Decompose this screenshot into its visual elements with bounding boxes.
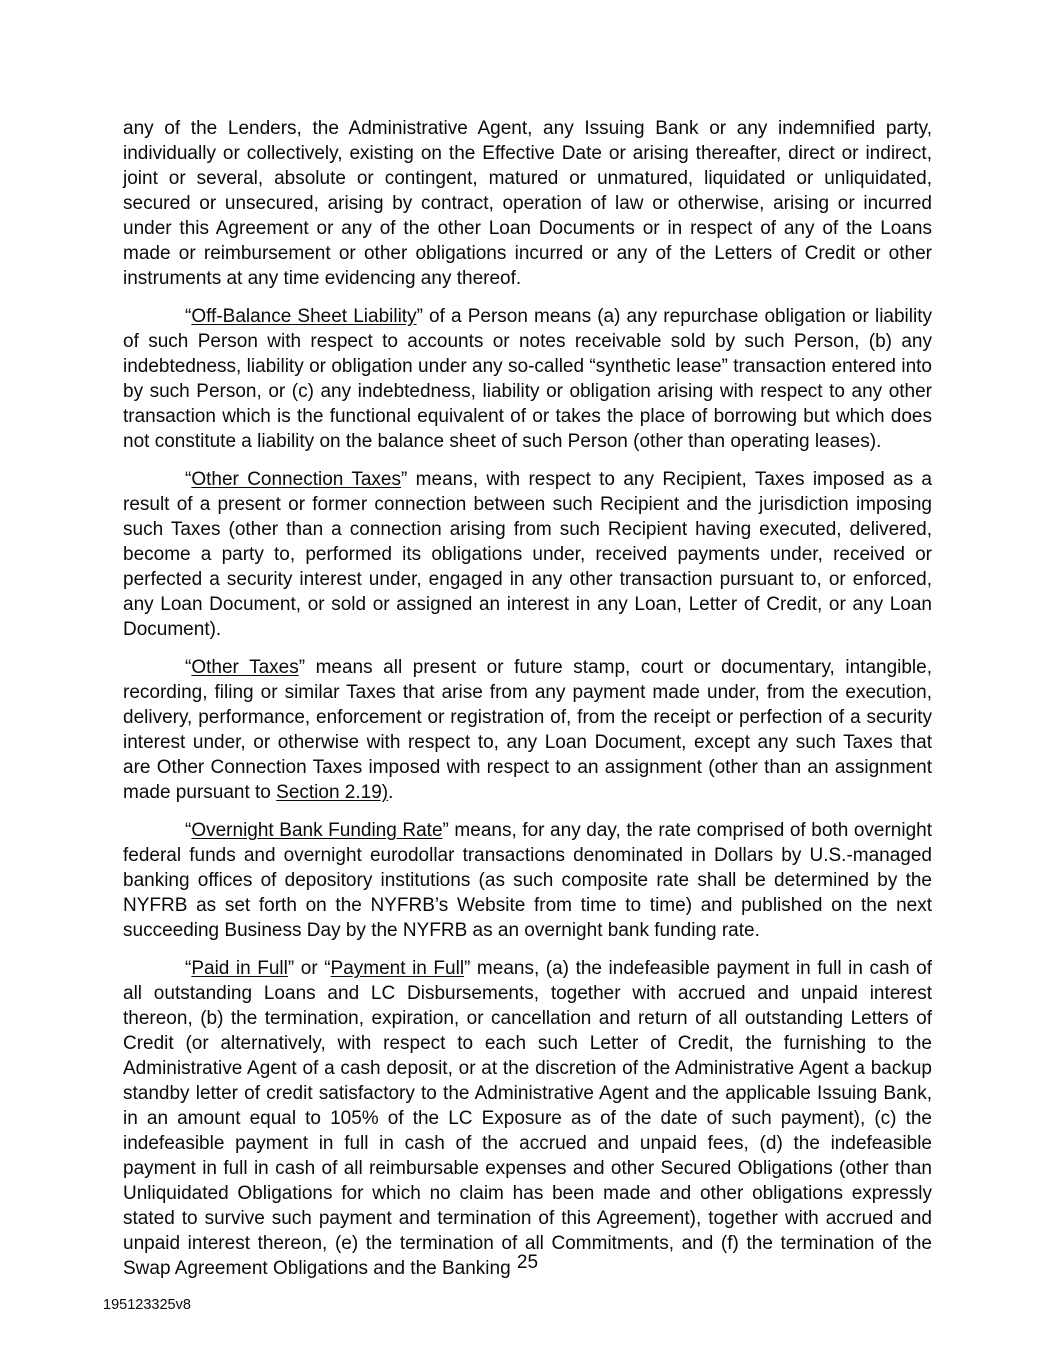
page-number: 25: [516, 1252, 539, 1273]
paragraph: [123, 956, 932, 1281]
defined-term: Paid in Full: [191, 958, 288, 979]
defined-term: Payment in Full: [330, 958, 465, 979]
text-run: “: [185, 820, 192, 841]
paragraph: [123, 818, 932, 943]
text-run: ” means all present or future stamp, court or documentary, intangible, recording, filing or similar Taxes that arise from any payment made under, from the execution, delivery, performance, enforcement or registration of, from the receipt or perfection of a security interest under, or otherwise with respect to, any Loan Document, except any such Taxes that are Other Connection Taxes imposed with respect to an assignment (other than an assignment made pursuant to: [123, 657, 932, 803]
text-run: ” of a Person means (a) any repurchase obligation or liability of such Person with respect to accounts or notes receivable sold by such Person, (b) any indebtedness, liability or obligation under any so-called “synthetic lease” transaction entered into by such Person, or (c) any indebtedness, liability or obligation arising with respect to any other transaction which is the functional equivalent of or takes the place of borrowing but which does not constitute a liability on the balance sheet of such Person (other than operating leases).: [123, 306, 932, 452]
text-run: ” means, (a) the indefeasible payment in full in cash of all outstanding Loans and LC Disbursements, together with accrued and unpaid interest thereon, (b) the termination, expiration, or cancellation and return of all outstanding Letters of Credit (or alternatively, with respect to each such Letter of Credit, the furnishing to the Administrative Agent of a cash deposit, or at the discretion of the Administrative Agent a backup standby letter of credit satisfactory to the Administrative Agent and the applicable Issuing Bank, in an amount equal to 105% of the LC Exposure as of the date of such payment), (c) the indefeasible payment in full in cash of the accrued and unpaid fees, (d) the indefeasible payment in full in cash of all reimbursable expenses and other Secured Obligations (other than Unliquidated Obligations for which no claim has been made and other obligations expressly stated to survive such payment and termination of this Agreement), together with accrued and unpaid interest thereon, (e) the termination of all Commitments, and (f) the termination of the Swap Agreement Obligations and the Banking: [123, 958, 932, 1279]
text-run: ” means, with respect to any Recipient, Taxes imposed as a result of a present or former connection between such Recipient and the jurisdiction imposing such Taxes (other than a connection arising from such Recipient having executed, delivered, become a party to, performed its obligations under, received payments under, received or perfected a security interest under, engaged in any other transaction pursuant to, or enforced, any Loan Document, or sold or assigned an interest in any Loan, Letter of Credit, or any Loan Document).: [123, 469, 932, 640]
text-run: “: [185, 469, 192, 490]
defined-term: Other Connection Taxes: [191, 469, 401, 490]
paragraph: [123, 467, 932, 642]
text-run: ” or “: [287, 958, 331, 979]
defined-term: Overnight Bank Funding Rate: [191, 820, 443, 841]
paragraph: [123, 655, 932, 805]
text-run: “: [185, 958, 192, 979]
paragraph: [123, 304, 932, 454]
text-run: .: [388, 782, 394, 803]
defined-term: Off-Balance Sheet Liability: [191, 306, 417, 327]
text-run: ” means, for any day, the rate comprised of both overnight federal funds and overnight eurodollar transactions denominated in Dollars by U.S.-managed banking offices of depository institutions (as such composite rate shall be determined by the NYFRB as set forth on the NYFRB’s Website from time to time) and published on the next succeeding Business Day by the NYFRB as an overnight bank funding rate.: [123, 820, 933, 941]
paragraph: [123, 116, 932, 291]
document-body: [123, 116, 932, 1281]
text-run: “: [185, 657, 192, 678]
defined-term: Other Taxes: [191, 657, 299, 678]
text-run: any of the Lenders, the Administrative Agent, any Issuing Bank or any indemnified party, individually or collectively, existing on the Effective Date or arising thereafter, direct or indirect, joint or several, absolute or contingent, matured or unmatured, liquidated or unliquidated, secured or unsecured, arising by contract, operation of law or otherwise, arising or incurred under this Agreement or any of the other Loan Documents or in respect of any of the Loans made or reimbursement or other obligations incurred or any of the Letters of Credit or other instruments at any time evidencing any thereof.: [123, 118, 932, 289]
text-run: “: [185, 306, 192, 327]
document-id-footer: 195123325v8: [103, 1297, 191, 1313]
defined-term: Section 2.19): [276, 782, 389, 803]
